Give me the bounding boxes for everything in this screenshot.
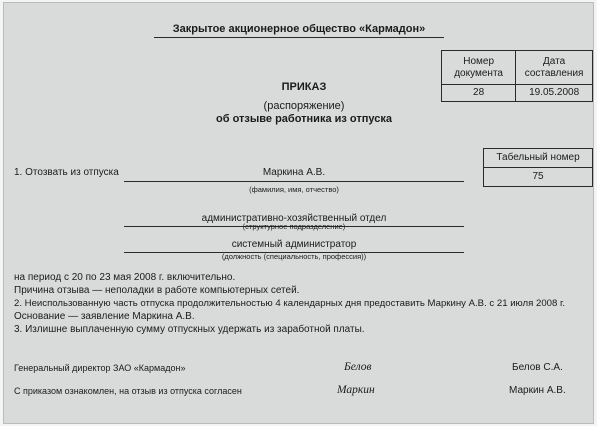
acknowledgement-label: С приказом ознакомлен, на отзыв из отпуска согласен — [14, 386, 242, 396]
order-subject: об отзыве работника из отпуска — [216, 113, 392, 125]
org-underline — [154, 37, 444, 38]
body-period: на период с 20 по 23 мая 2008 г. включительно. — [14, 272, 236, 283]
employee-signature-name: Маркин А.В. — [509, 385, 566, 396]
body-item2: 2. Неиспользованную часть отпуска продолжительностью 4 календарных дня предоставить Маркину А.В. с 21 июля 2008 г. — [14, 298, 566, 309]
doc-date-value: 19.05.2008 — [516, 85, 593, 102]
doc-number-value: 28 — [442, 85, 516, 102]
position-caption: (должность (специальность, профессия)) — [221, 252, 367, 261]
body-reason: Причина отзыва — неполадки в работе компьютерных сетей. — [14, 285, 300, 296]
position: системный администратор — [231, 239, 357, 250]
order-subtitle: (распоряжение) — [263, 100, 345, 112]
order-title: ПРИКАЗ — [281, 81, 327, 93]
body-basis: Основание — заявление Маркина А.В. — [14, 311, 195, 322]
director-label: Генеральный директор ЗАО «Кармадон» — [14, 363, 186, 373]
employee-name: Маркина А.В. — [262, 167, 326, 178]
department: административно-хозяйственный отдел — [201, 213, 387, 224]
personnel-number-header: Табельный номер — [484, 149, 593, 168]
department-caption: (структурное подразделение) — [242, 222, 346, 231]
doc-number-header: Номер документа — [442, 51, 516, 85]
employee-signature: Маркин — [337, 384, 375, 396]
doc-date-header: Дата составления — [516, 51, 593, 85]
personnel-number-value: 75 — [484, 168, 593, 187]
item1-label: 1. Отозвать из отпуска — [14, 167, 119, 178]
body-item3: 3. Излишне выплаченную сумму отпускных удержать из заработной платы. — [14, 324, 365, 335]
document-number-table — [441, 50, 593, 102]
organization-name: Закрытое акционерное общество «Кармадон» — [172, 23, 426, 35]
director-signature: Белов — [344, 361, 372, 373]
director-name: Белов С.А. — [512, 362, 563, 373]
order-document — [3, 2, 594, 424]
employee-name-underline — [124, 181, 464, 182]
personnel-number-table — [483, 148, 593, 187]
employee-name-caption: (фамилия, имя, отчество) — [249, 185, 339, 194]
